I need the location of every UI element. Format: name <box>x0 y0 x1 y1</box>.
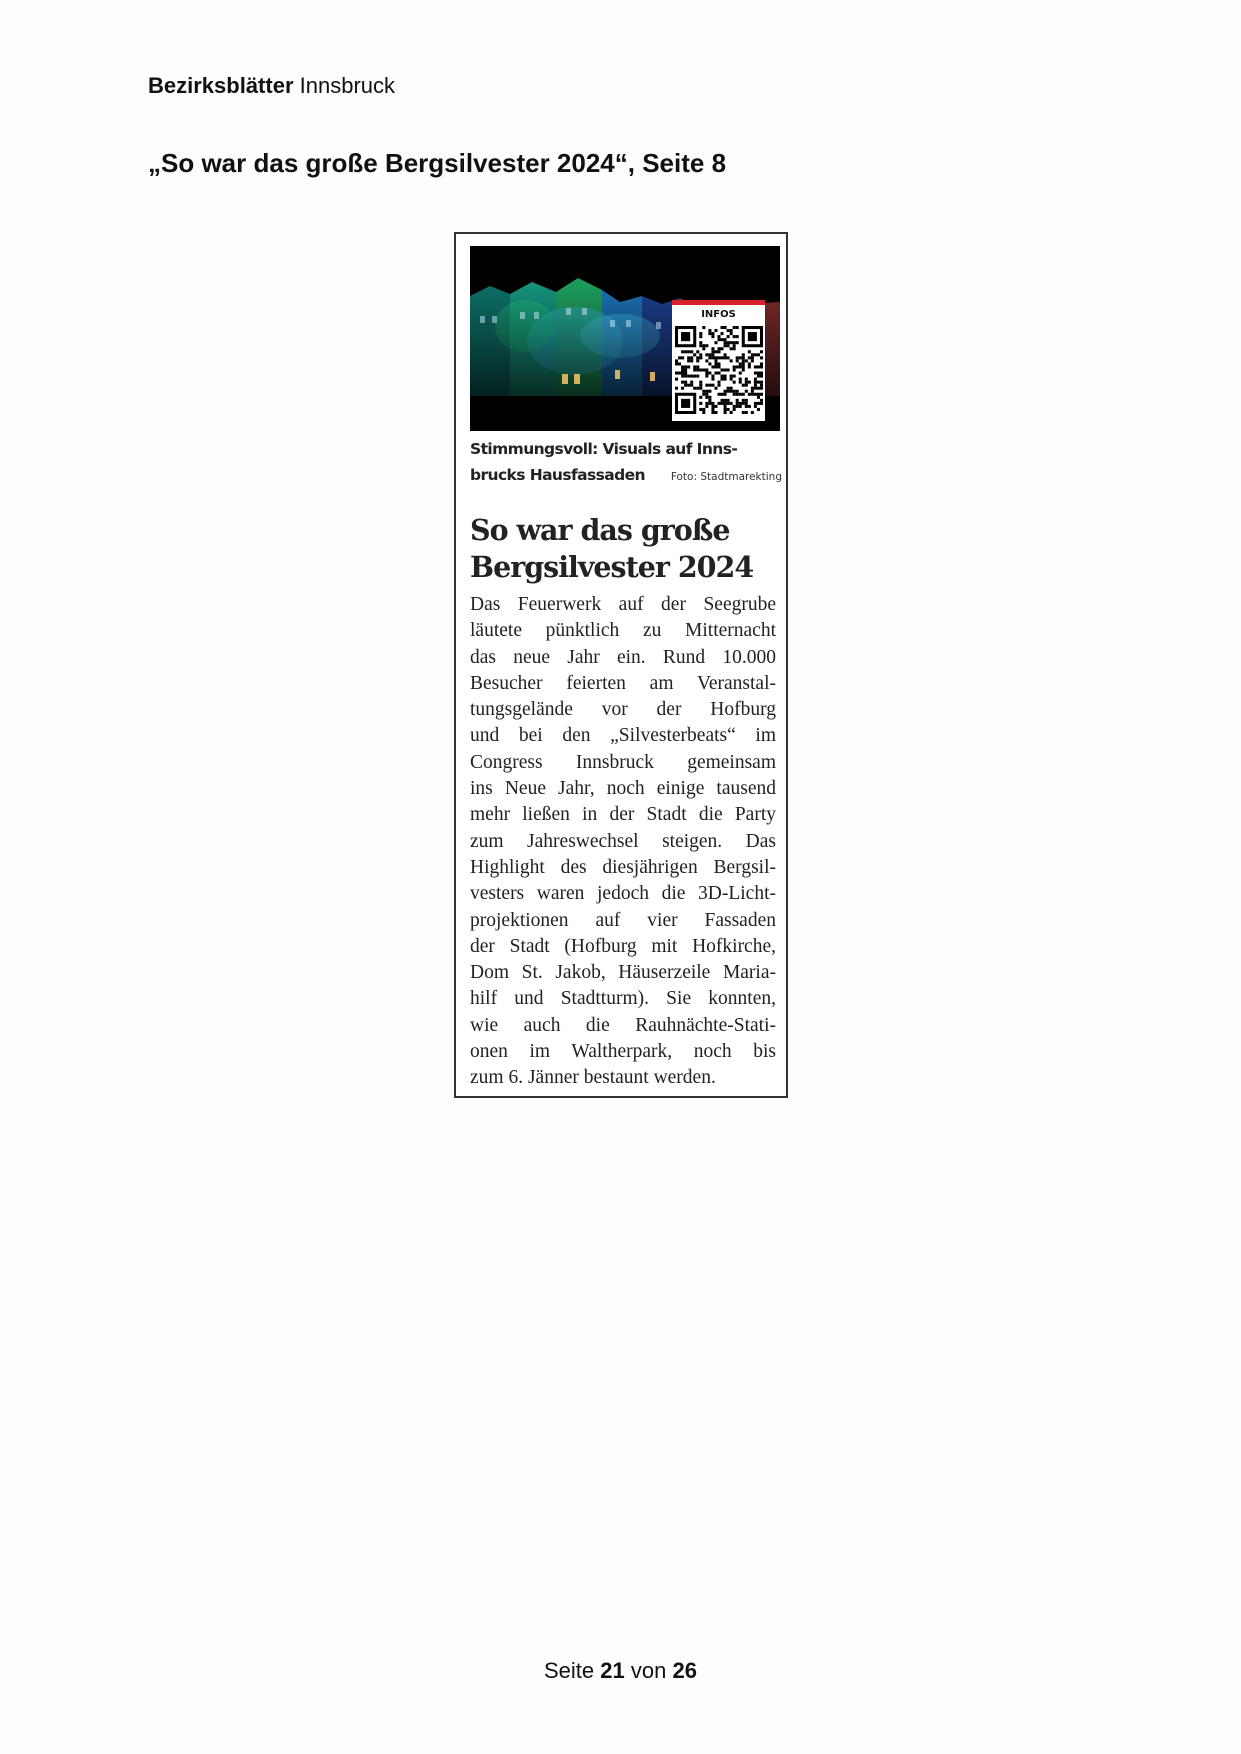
page-prefix: Seite <box>544 1658 595 1683</box>
body-line: zum Jahreswechsel steigen. Das <box>470 830 776 852</box>
page-separator: von <box>630 1658 667 1683</box>
body-line: projektionen auf vier Fassaden <box>470 909 776 931</box>
body-line: zum 6. Jänner bestaunt werden. <box>470 1067 716 1089</box>
body-line: wie auch die Rauhnächte-Stati- <box>470 1014 776 1036</box>
article-body <box>470 592 776 1092</box>
body-line: der Stadt (Hofburg mit Hofkirche, <box>470 935 776 957</box>
headline-line-2: Bergsilvester 2024 <box>470 550 754 584</box>
body-line: läutete pünktlich zu Mitternacht <box>470 620 776 642</box>
body-line: Besucher feierten am Veranstal- <box>470 672 776 694</box>
document-title: „So war das große Bergsilvester 2024“, Seite 8 <box>148 148 727 178</box>
total-pages: 26 <box>672 1658 697 1683</box>
body-line: vesters waren jedoch die 3D-Licht- <box>470 883 776 905</box>
body-line: ins Neue Jahr, noch einige tausend <box>470 778 776 800</box>
body-line: Highlight des diesjährigen Bergsil- <box>470 856 776 878</box>
publication-name: Bezirksblätter <box>148 73 294 98</box>
headline-line-1: So war das große <box>470 513 730 547</box>
body-line: Das Feuerwerk auf der Seegrube <box>470 594 776 615</box>
body-line: das neue Jahr ein. Rund 10.000 <box>470 646 776 668</box>
info-qr-box[interactable] <box>672 300 765 421</box>
article-photo <box>470 246 780 431</box>
body-line: onen im Waltherpark, noch bis <box>470 1041 776 1063</box>
photo-caption <box>470 436 782 490</box>
body-line: und bei den „Silvesterbeats“ im <box>470 725 776 747</box>
current-page: 21 <box>600 1658 625 1683</box>
body-line: mehr ließen in der Stadt die Party <box>470 804 776 826</box>
qr-code-icon[interactable] <box>675 326 763 414</box>
body-line: Congress Innsbruck gemeinsam <box>470 751 776 773</box>
info-red-bar <box>672 300 765 305</box>
body-line: tungsgelände vor der Hofburg <box>470 699 776 721</box>
source-line <box>148 72 395 100</box>
edition-name: Innsbruck <box>299 73 396 98</box>
newspaper-clipping <box>454 232 788 1098</box>
caption-line-1: Stimmungsvoll: Visuals auf Inns- <box>470 440 738 458</box>
photo-credit: Foto: Stadtmarekting <box>670 471 782 483</box>
body-line: hilf und Stadtturm). Sie konnten, <box>470 988 776 1010</box>
page-number <box>0 1657 1241 1685</box>
info-label: INFOS <box>701 309 736 320</box>
body-line: Dom St. Jakob, Häuserzeile Maria- <box>470 962 776 984</box>
article-headline <box>470 512 782 586</box>
caption-line-2: brucks Hausfassaden <box>470 466 645 484</box>
